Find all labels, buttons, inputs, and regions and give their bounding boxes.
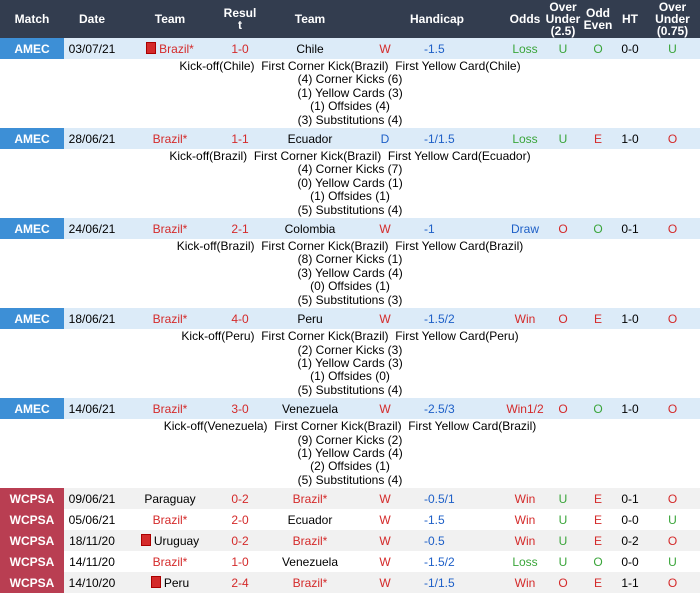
odds-result: Win [505,572,545,593]
over-under: U [545,128,581,149]
odds-result: Win [505,530,545,551]
over-under-2: O [645,218,700,239]
match-detail-line: (2) Offsides (1) [310,459,390,474]
away-team[interactable] [260,38,360,59]
handicap: -1/1.5 [410,128,505,149]
red-card-icon [146,42,156,54]
header-over-under-2-text: Over Under (0.75) [655,0,690,38]
competition-badge[interactable]: AMEC [0,38,64,59]
results-body [0,38,700,593]
header-over-under-2 [645,0,700,38]
away-team[interactable] [260,551,360,572]
home-team[interactable] [120,308,220,329]
home-team-name: Uruguay [153,533,200,548]
score: 1-1 [220,128,260,149]
competition-badge[interactable]: AMEC [0,128,64,149]
away-team-name: Brazil* [292,533,328,548]
away-team[interactable] [260,530,360,551]
over-under: U [545,509,581,530]
away-team-name: Venezuela [281,401,339,416]
match-detail-line: (9) Corner Kicks (2) [297,432,403,447]
away-team[interactable] [260,218,360,239]
competition-badge[interactable]: WCPSA [0,530,64,551]
over-under: U [545,488,581,509]
over-under-2: O [645,308,700,329]
match-detail-line: (1) Offsides (4) [310,99,390,114]
header-over-under [545,0,581,38]
header-team-home: Team [120,0,220,38]
half-time: 1-0 [615,398,645,419]
over-under-2: U [645,551,700,572]
match-date: 18/06/21 [64,308,120,329]
match-details [0,329,700,398]
header-row [0,0,700,38]
score: 2-4 [220,572,260,593]
match-date: 18/11/20 [64,530,120,551]
match-row[interactable] [0,509,700,530]
over-under: O [545,398,581,419]
match-date: 24/06/21 [64,218,120,239]
match-detail-line: (1) Offsides (0) [310,369,390,384]
match-details [0,419,700,488]
match-detail-line: (1) Yellow Cards (3) [297,85,403,100]
match-details [0,239,700,308]
away-team-name: Ecuador [287,512,333,527]
home-team-name: Brazil* [159,41,194,56]
match-detail-line: Kick-off(Chile) First Corner Kick(Brazil) First Yellow Card(Chile) [179,59,521,73]
odd-even: O [581,218,615,239]
odd-even: E [581,128,615,149]
score: 2-0 [220,509,260,530]
over-under: U [545,551,581,572]
odd-even: O [581,38,615,59]
odds-result: Win [505,488,545,509]
home-team-name: Brazil* [152,401,188,416]
match-row[interactable] [0,38,700,59]
handicap: -1.5/2 [410,308,505,329]
handicap: -0.5/1 [410,488,505,509]
odds-result: Win1/2 [505,398,545,419]
home-team[interactable] [120,218,220,239]
match-date: 14/06/21 [64,398,120,419]
over-under-2: O [645,488,700,509]
half-time: 1-1 [615,572,645,593]
header-odd-even [581,0,615,38]
competition-badge[interactable]: WCPSA [0,488,64,509]
match-row[interactable] [0,308,700,329]
half-time: 0-0 [615,509,645,530]
red-card-icon [141,534,151,546]
over-under-2: O [645,128,700,149]
odds-result: Loss [505,551,545,572]
over-under-2: O [645,572,700,593]
away-team[interactable] [260,398,360,419]
home-team-name: Peru [163,575,190,590]
match-detail-line: (4) Corner Kicks (7) [297,162,403,177]
score: 4-0 [220,308,260,329]
match-row[interactable] [0,551,700,572]
match-date: 14/11/20 [64,551,120,572]
handicap: -1.5 [410,38,505,59]
match-row[interactable] [0,218,700,239]
header-spacer [360,0,410,38]
over-under-2: O [645,530,700,551]
win-draw-loss: W [360,38,410,59]
over-under-2: O [645,398,700,419]
match-detail-line: Kick-off(Brazil) First Corner Kick(Brazil) First Yellow Card(Ecuador) [169,149,531,164]
odd-even: E [581,308,615,329]
home-team-name: Brazil* [152,131,188,146]
home-team[interactable] [120,530,220,551]
match-detail-line: (5) Substitutions (4) [297,382,403,397]
red-card-icon [151,576,161,588]
over-under: O [545,308,581,329]
odds-result: Win [505,509,545,530]
home-team[interactable] [120,509,220,530]
odds-result: Draw [505,218,545,239]
match-details-row [0,239,700,308]
competition-badge[interactable]: AMEC [0,218,64,239]
away-team-name: Venezuela [281,554,339,569]
match-detail-line: (5) Substitutions (4) [297,472,403,487]
win-draw-loss: W [360,488,410,509]
away-team-name: Brazil* [292,491,328,506]
score: 2-1 [220,218,260,239]
half-time: 0-2 [615,530,645,551]
header-result-text: Resul t [223,6,257,32]
half-time: 1-0 [615,308,645,329]
header-ht: HT [615,0,645,38]
match-row[interactable] [0,128,700,149]
match-detail-line: (1) Offsides (1) [310,189,390,204]
match-details-row [0,149,700,218]
match-date: 05/06/21 [64,509,120,530]
home-team[interactable] [120,551,220,572]
match-detail-line: Kick-off(Peru) First Corner Kick(Brazil) First Yellow Card(Peru) [181,329,519,344]
competition-badge[interactable]: WCPSA [0,509,64,530]
header-team-away: Team [260,0,360,38]
home-team[interactable] [120,398,220,419]
match-details-row [0,329,700,398]
home-team[interactable] [120,572,220,593]
win-draw-loss: D [360,128,410,149]
score: 0-2 [220,530,260,551]
match-detail-line: (1) Yellow Cards (4) [297,445,403,460]
home-team[interactable] [120,38,220,59]
match-date: 14/10/20 [64,572,120,593]
odd-even: E [581,509,615,530]
match-detail-line: Kick-off(Venezuela) First Corner Kick(Brazil) First Yellow Card(Brazil) [163,419,537,434]
handicap: -1.5/2 [410,551,505,572]
handicap: -1 [410,218,505,239]
over-under: O [545,218,581,239]
away-team-name: Colombia [284,221,336,236]
win-draw-loss: W [360,551,410,572]
home-team[interactable] [120,488,220,509]
score: 1-0 [220,38,260,59]
over-under: O [545,572,581,593]
header-result [220,0,260,38]
score: 0-2 [220,488,260,509]
header-date: Date [64,0,120,38]
match-date: 09/06/21 [64,488,120,509]
match-row[interactable] [0,572,700,593]
odds-result: Loss [505,128,545,149]
half-time: 0-0 [615,551,645,572]
away-team[interactable] [260,308,360,329]
win-draw-loss: W [360,398,410,419]
match-detail-line: (4) Corner Kicks (6) [297,72,403,87]
home-team-name: Brazil* [152,512,188,527]
header-handicap: Handicap [410,0,505,38]
away-team-name: Chile [296,41,324,56]
header-match: Match [0,0,64,38]
home-team-name: Brazil* [152,221,188,236]
odd-even: E [581,572,615,593]
half-time: 1-0 [615,128,645,149]
odds-result: Win [505,308,545,329]
match-row[interactable] [0,530,700,551]
competition-badge[interactable]: AMEC [0,398,64,419]
over-under-2: U [645,509,700,530]
match-date: 28/06/21 [64,128,120,149]
home-team-name: Paraguay [144,491,196,506]
over-under: U [545,530,581,551]
home-team-name: Brazil* [152,554,188,569]
match-details-row [0,419,700,488]
away-team[interactable] [260,509,360,530]
home-team[interactable] [120,128,220,149]
match-detail-line: (1) Yellow Cards (3) [297,355,403,370]
header-over-under-text: Over Under (2.5) [545,0,581,38]
win-draw-loss: W [360,572,410,593]
away-team[interactable] [260,572,360,593]
match-detail-line: Kick-off(Brazil) First Corner Kick(Brazil) First Yellow Card(Brazil) [176,239,524,254]
match-detail-line: (0) Offsides (1) [310,279,390,294]
away-team-name: Ecuador [287,131,333,146]
over-under: U [545,38,581,59]
win-draw-loss: W [360,308,410,329]
odd-even: O [581,551,615,572]
header-odd-even-text: Odd Even [583,6,613,32]
odd-even: O [581,398,615,419]
home-team-name: Brazil* [152,311,188,326]
odds-result: Loss [505,38,545,59]
handicap: -1/1.5 [410,572,505,593]
half-time: 0-1 [615,218,645,239]
match-row[interactable] [0,398,700,419]
score: 1-0 [220,551,260,572]
match-detail-line: (0) Yellow Cards (1) [297,175,403,190]
competition-badge[interactable]: AMEC [0,308,64,329]
handicap: -1.5 [410,509,505,530]
match-details [0,149,700,218]
away-team-name: Brazil* [292,575,328,590]
away-team[interactable] [260,128,360,149]
match-detail-line: (3) Substitutions (4) [297,112,403,127]
match-detail-line: (5) Substitutions (3) [297,292,403,307]
match-detail-line: (8) Corner Kicks (1) [297,252,403,267]
match-date: 03/07/21 [64,38,120,59]
match-details [0,59,700,128]
header-odds: Odds [505,0,545,38]
match-detail-line: (2) Corner Kicks (3) [297,342,403,357]
over-under-2: U [645,38,700,59]
match-details-row [0,59,700,128]
score: 3-0 [220,398,260,419]
win-draw-loss: W [360,218,410,239]
competition-badge[interactable]: WCPSA [0,551,64,572]
away-team[interactable] [260,488,360,509]
competition-badge[interactable]: WCPSA [0,572,64,593]
away-team-name: Peru [297,311,323,326]
match-detail-line: (5) Substitutions (4) [297,202,403,217]
half-time: 0-1 [615,488,645,509]
win-draw-loss: W [360,530,410,551]
handicap: -2.5/3 [410,398,505,419]
odd-even: E [581,530,615,551]
handicap: -0.5 [410,530,505,551]
win-draw-loss: W [360,509,410,530]
match-detail-line: (3) Yellow Cards (4) [297,265,403,280]
odd-even: E [581,488,615,509]
half-time: 0-0 [615,38,645,59]
match-row[interactable] [0,488,700,509]
